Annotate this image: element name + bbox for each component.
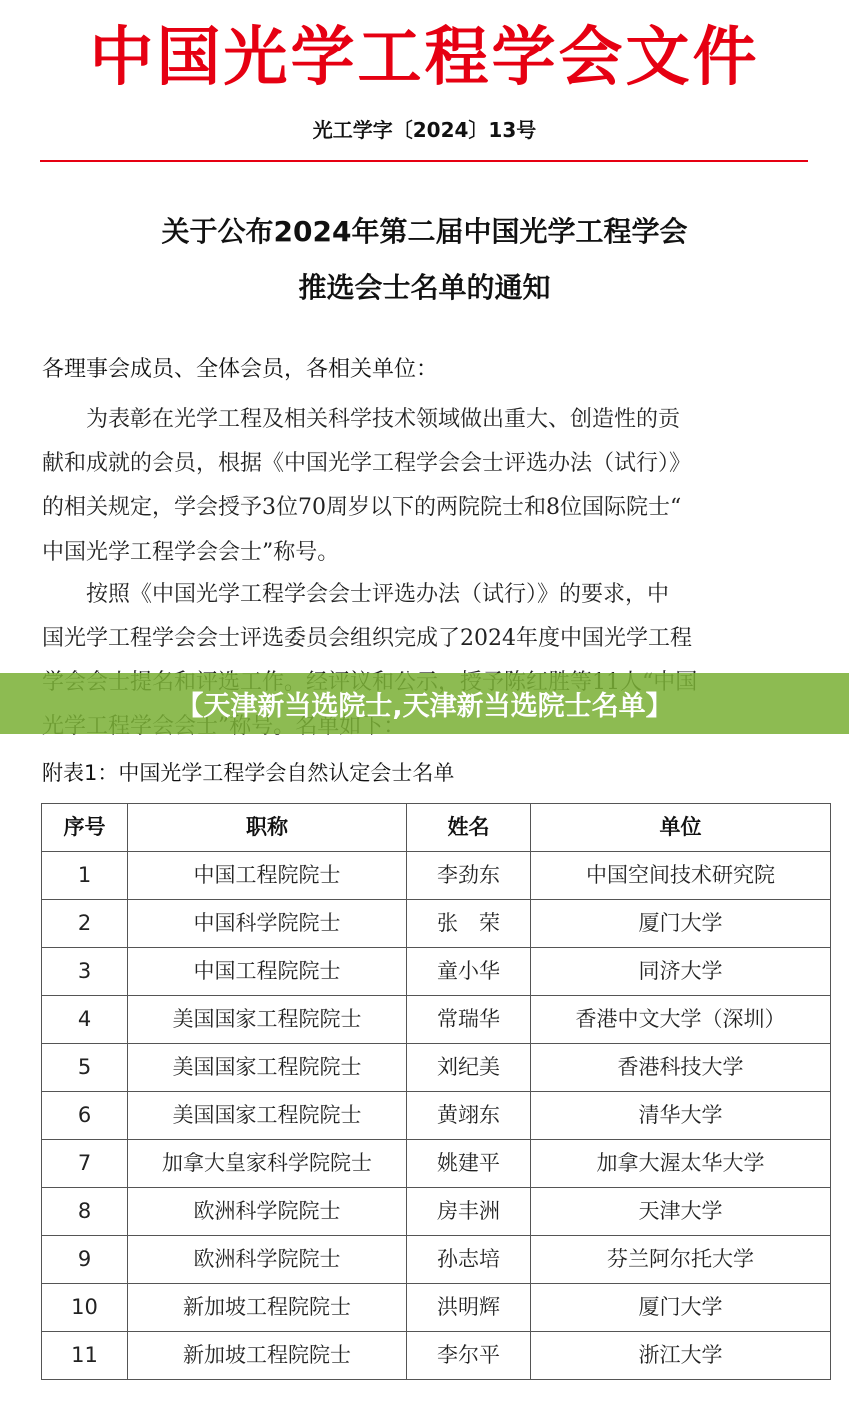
cell-affiliation: 同济大学 bbox=[531, 948, 831, 996]
cell-title: 加拿大皇家科学院院士 bbox=[128, 1140, 407, 1188]
cell-name: 房丰洲 bbox=[407, 1188, 531, 1236]
column-header-name: 姓名 bbox=[407, 804, 531, 852]
document-header-title: 中国光学工程学会文件 bbox=[89, 20, 760, 95]
table-caption: 附表1：中国光学工程学会自然认定会士名单 bbox=[42, 761, 455, 785]
body-line: 的相关规定，学会授予3位70周岁以下的两院院士和8位国际院士“ bbox=[42, 495, 682, 520]
cell-title: 欧洲科学院院士 bbox=[128, 1188, 407, 1236]
table-row bbox=[42, 1140, 831, 1188]
table-header-row bbox=[42, 804, 831, 852]
cell-affiliation: 清华大学 bbox=[531, 1092, 831, 1140]
cell-title: 美国国家工程院院士 bbox=[128, 1044, 407, 1092]
cell-name: 姚建平 bbox=[407, 1140, 531, 1188]
cell-name: 李尔平 bbox=[407, 1332, 531, 1380]
notice-title-line1: 关于公布2024年第二届中国光学工程学会 bbox=[161, 215, 688, 248]
cell-title: 欧洲科学院院士 bbox=[128, 1236, 407, 1284]
cell-title: 中国科学院院士 bbox=[128, 900, 407, 948]
cell-index: 4 bbox=[42, 996, 128, 1044]
cell-name: 常瑞华 bbox=[407, 996, 531, 1044]
table-row bbox=[42, 948, 831, 996]
cell-title: 新加坡工程院院士 bbox=[128, 1332, 407, 1380]
column-header-title: 职称 bbox=[128, 804, 407, 852]
cell-title: 美国国家工程院院士 bbox=[128, 996, 407, 1044]
cell-index: 5 bbox=[42, 1044, 128, 1092]
cell-title: 中国工程院院士 bbox=[128, 852, 407, 900]
body-line: 为表彰在光学工程及相关科学技术领域做出重大、创造性的贡 bbox=[42, 407, 681, 432]
cell-index: 3 bbox=[42, 948, 128, 996]
cell-index: 1 bbox=[42, 852, 128, 900]
table-row bbox=[42, 852, 831, 900]
cell-name: 李劲东 bbox=[407, 852, 531, 900]
cell-index: 2 bbox=[42, 900, 128, 948]
cell-affiliation: 浙江大学 bbox=[531, 1332, 831, 1380]
cell-title: 中国工程院院士 bbox=[128, 948, 407, 996]
cell-index: 11 bbox=[42, 1332, 128, 1380]
cell-title: 新加坡工程院院士 bbox=[128, 1284, 407, 1332]
cell-name: 童小华 bbox=[407, 948, 531, 996]
cell-affiliation: 香港中文大学（深圳） bbox=[531, 996, 831, 1044]
cell-affiliation: 香港科技大学 bbox=[531, 1044, 831, 1092]
table-row bbox=[42, 1332, 831, 1380]
cell-affiliation: 天津大学 bbox=[531, 1188, 831, 1236]
cell-index: 7 bbox=[42, 1140, 128, 1188]
cell-affiliation: 加拿大渥太华大学 bbox=[531, 1140, 831, 1188]
headline-banner[interactable]: 【天津新当选院士,天津新当选院士名单】 bbox=[0, 673, 849, 734]
notice-title-line2: 推选会士名单的通知 bbox=[298, 271, 551, 304]
cell-name: 洪明辉 bbox=[407, 1284, 531, 1332]
table-row bbox=[42, 1092, 831, 1140]
table-row bbox=[42, 1284, 831, 1332]
column-header-index: 序号 bbox=[42, 804, 128, 852]
table-row bbox=[42, 1044, 831, 1092]
body-line: 国光学工程学会会士评选委员会组织完成了2024年度中国光学工程 bbox=[42, 626, 692, 651]
cell-index: 10 bbox=[42, 1284, 128, 1332]
cell-affiliation: 厦门大学 bbox=[531, 900, 831, 948]
table-row bbox=[42, 996, 831, 1044]
cell-name: 刘纪美 bbox=[407, 1044, 531, 1092]
body-line: 中国光学工程学会会士”称号。 bbox=[42, 540, 340, 565]
cell-affiliation: 芬兰阿尔托大学 bbox=[531, 1236, 831, 1284]
cell-name: 黄翊东 bbox=[407, 1092, 531, 1140]
cell-name: 张 荣 bbox=[407, 900, 531, 948]
table-row bbox=[42, 1188, 831, 1236]
cell-affiliation: 厦门大学 bbox=[531, 1284, 831, 1332]
header-divider bbox=[40, 160, 808, 162]
document-number: 光工学字〔2024〕13号 bbox=[312, 118, 537, 142]
fellows-table bbox=[41, 803, 831, 1380]
table-row bbox=[42, 1236, 831, 1284]
cell-index: 9 bbox=[42, 1236, 128, 1284]
body-line: 按照《中国光学工程学会会士评选办法（试行）》的要求，中 bbox=[42, 582, 670, 607]
cell-affiliation: 中国空间技术研究院 bbox=[531, 852, 831, 900]
body-line: 献和成就的会员，根据《中国光学工程学会会士评选办法（试行）》 bbox=[42, 451, 692, 476]
cell-index: 6 bbox=[42, 1092, 128, 1140]
column-header-affiliation: 单位 bbox=[531, 804, 831, 852]
cell-index: 8 bbox=[42, 1188, 128, 1236]
cell-name: 孙志培 bbox=[407, 1236, 531, 1284]
cell-title: 美国国家工程院院士 bbox=[128, 1092, 407, 1140]
table-row bbox=[42, 900, 831, 948]
salutation: 各理事会成员、全体会员，各相关单位： bbox=[42, 357, 439, 382]
